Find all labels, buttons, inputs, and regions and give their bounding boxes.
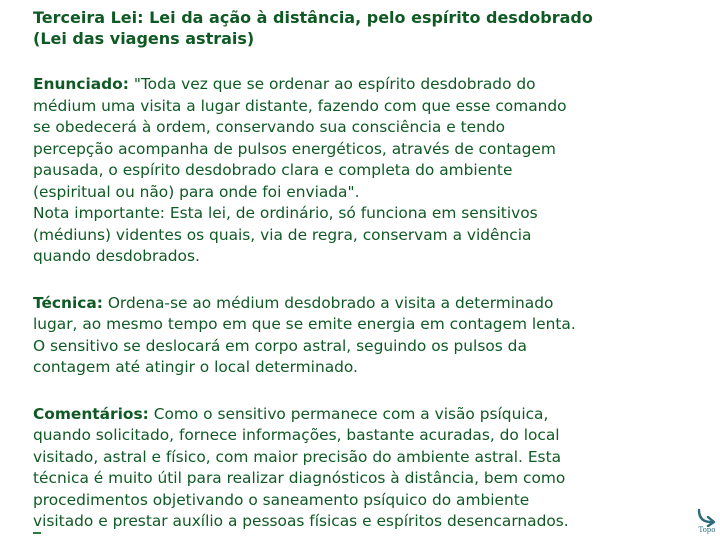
- comentarios-paragraph: [33, 404, 683, 533]
- comentarios-line-1: Comentários: Como o sensitivo permanece com a visão psíquica,: [33, 404, 549, 423]
- comentarios-line: quando solicitado, fornece informações, bastante acuradas, do local: [33, 426, 560, 444]
- comentarios-line: visitado, astral e físico, com maior precisão do ambiente astral. Esta: [33, 447, 562, 466]
- tecnica-line: lugar, ao mesmo tempo em que se emite energia em contagem lenta.: [33, 315, 576, 333]
- nota-importante-line: Nota importante: Esta lei, de ordinário, só funciona em sensitivos: [33, 204, 538, 222]
- enunciado-line: (médiuns) videntes os quais, via de regra, conservam a vidência: [33, 225, 532, 244]
- enunciado-line-1: Enunciado: "Toda vez que se ordenar ao espírito desdobrado do: [33, 75, 536, 93]
- tecnica-label: Técnica:: [33, 293, 103, 312]
- enunciado-line: se obedecerá à ordem, conservando sua consciência e tendo: [33, 118, 506, 136]
- comentarios-line: técnica é muito útil para realizar diagnósticos à distância, bem como: [33, 469, 566, 487]
- enunciado-line: percepção acompanha de pulsos energéticos, através de contagem: [33, 139, 556, 158]
- page-title: [33, 7, 683, 49]
- enunciado-line: pausada, o espírito desdobrado clara e completa do ambiente: [33, 161, 513, 179]
- tecnica-paragraph: [33, 293, 683, 379]
- enunciado-label: Enunciado:: [33, 75, 129, 93]
- comentarios-line: procedimentos objetivando o saneamento psíquico do ambiente: [33, 490, 530, 509]
- enunciado-paragraph: [33, 74, 683, 268]
- tecnica-line-1: Técnica: Ordena-se ao médium desdobrado a visita a determinado: [33, 293, 554, 312]
- enunciado-line: médium uma visita a lugar distante, fazendo com que esse comando: [33, 96, 567, 115]
- tecnica-line: O sensitivo se deslocará em corpo astral, seguindo os pulsos da: [33, 336, 527, 355]
- comentarios-line: visitado e prestar auxílio a pessoas físicas e espíritos desencarnados.: [33, 512, 569, 530]
- enunciado-line: quando desdobrados.: [33, 247, 200, 265]
- comentarios-label: Comentários:: [33, 404, 149, 423]
- title-line-1: Terceira Lei: Lei da ação à distância, pelo espírito desdobrado: [33, 8, 593, 27]
- link-underline-mark[interactable]: [33, 532, 41, 534]
- tecnica-line: contagem até atingir o local determinado.: [33, 358, 358, 376]
- return-arrow-icon: [696, 505, 718, 527]
- enunciado-line: (espiritual ou não) para onde foi enviada".: [33, 182, 360, 201]
- topo-label: Topo: [698, 526, 716, 534]
- topo-button[interactable]: [694, 505, 720, 539]
- document-page: [33, 7, 683, 533]
- title-line-2: (Lei das viagens astrais): [33, 29, 255, 48]
